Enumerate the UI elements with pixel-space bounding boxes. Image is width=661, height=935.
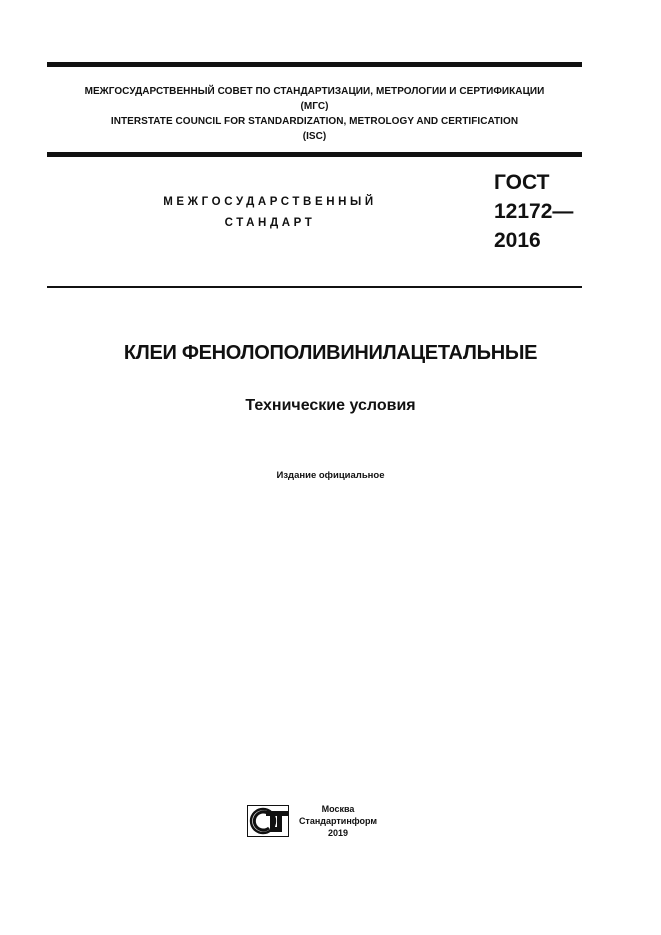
council-abbr-ru: (МГС) <box>300 101 329 112</box>
council-name-en: INTERSTATE COUNCIL FOR STANDARDIZATION, METROLOGY AND CERTIFICATION <box>110 116 519 127</box>
standartinform-logo-icon <box>247 805 289 837</box>
council-abbr-en: (ISC) <box>302 131 327 142</box>
gost-designation <box>494 168 594 255</box>
publisher-name: Стандартинформ <box>298 816 378 826</box>
gost-label: ГОСТ <box>494 171 550 194</box>
document-subtitle: Технические условия <box>245 397 416 414</box>
gost-year: 2016 <box>494 229 541 252</box>
standard-kind <box>130 192 410 234</box>
edition-note: Издание официальное <box>276 470 385 481</box>
publisher-info <box>292 803 384 839</box>
council-header <box>47 84 582 144</box>
header-bottom-rule <box>47 152 582 157</box>
council-name-ru: МЕЖГОСУДАРСТВЕННЫЙ СОВЕТ ПО СТАНДАРТИЗАЦИИ, МЕТРОЛОГИИ И СЕРТИФИКАЦИИ <box>84 86 545 97</box>
publisher-year: 2019 <box>327 828 349 838</box>
standard-kind-line1: МЕЖГОСУДАРСТВЕННЫЙ <box>163 196 377 208</box>
document-title: КЛЕИ ФЕНОЛОПОЛИВИНИЛАЦЕТАЛЬНЫЕ <box>123 342 538 364</box>
gost-number: 12172— <box>494 200 574 223</box>
top-rule <box>47 62 582 67</box>
publisher-city: Москва <box>321 804 355 814</box>
standard-kind-line2: СТАНДАРТ <box>224 217 316 229</box>
standard-bottom-rule <box>47 286 582 288</box>
